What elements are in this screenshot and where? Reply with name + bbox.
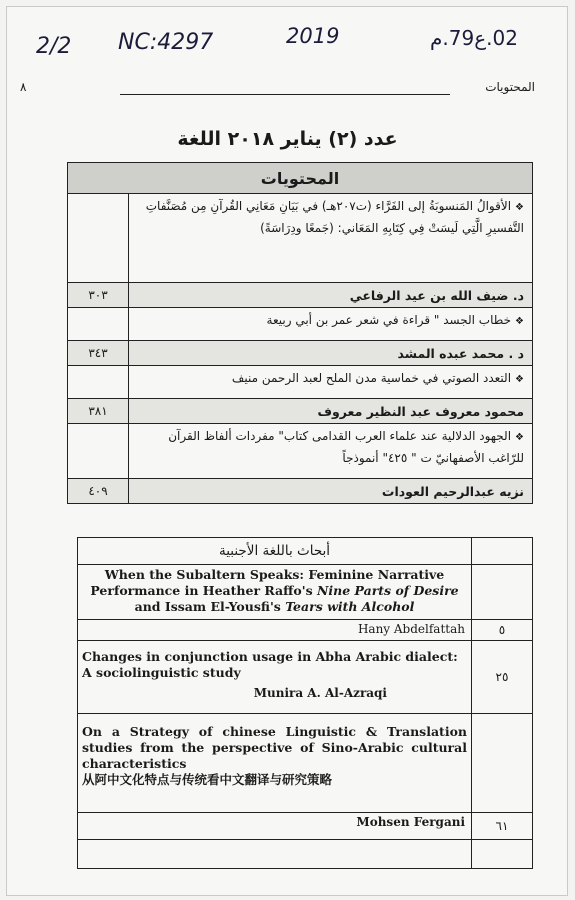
article-author: محمود معروف عبد النظير معروف [129, 399, 533, 424]
bullet-icon: ❖ [515, 432, 524, 443]
foreign-header: أبحاث باللغة الأجنبية [78, 538, 472, 565]
contents-header: المحتويات [68, 163, 533, 194]
article-page: ٦١ [472, 813, 533, 840]
article-page: ٤٠٩ [68, 479, 129, 504]
article-page: ٣٠٣ [68, 283, 129, 308]
handwritten-nc-number: NC:4297 [118, 30, 214, 55]
bullet-icon: ❖ [515, 374, 524, 385]
article-author: Hany Abdelfattah [78, 620, 472, 641]
table-row [68, 194, 533, 283]
article-title: ❖خطاب الجسد " قراءة في شعر عمر بن أبي ربيعة [129, 308, 533, 341]
table-row [68, 283, 533, 308]
table-row [78, 840, 533, 869]
table-row [78, 813, 533, 840]
article-author: نزيه عبدالرحيم العودات [129, 479, 533, 504]
bullet-icon: ❖ [515, 316, 524, 327]
article-title: When the Subaltern Speaks: Feminine Narrative Performance in Heather Raffo's Nine Parts of Desire and Issam El-Yousfi's Tears with Alcohol [78, 565, 472, 620]
issue-title: عدد (٢) يناير ٢٠١٨ اللغة [177, 128, 398, 150]
article-author: د. ضيف الله بن عيد الرفاعي [129, 283, 533, 308]
table-row [78, 641, 533, 714]
running-header [20, 80, 535, 104]
table-row [68, 424, 533, 479]
running-title: المحتويات [485, 80, 535, 94]
article-title: ❖التعدد الصوتي في خماسية مدن الملح لعبد الرحمن منيف [129, 366, 533, 399]
table-row [68, 341, 533, 366]
table-row [78, 714, 533, 813]
article-title: On a Strategy of chinese Linguistic & Translation studies from the perspective of Sino-Arabic cultural characteristics 从阿中文化特点与传统看中文翻译与研究策略 [78, 714, 472, 813]
table-row [68, 366, 533, 399]
bullet-icon: ❖ [515, 202, 524, 213]
handwritten-year: 2019 [286, 24, 340, 48]
article-title: Changes in conjunction usage in Abha Arabic dialect: A sociolinguistic study Munira A. Al-Azraqi [78, 641, 472, 714]
article-author: Mohsen Fergani [78, 813, 472, 840]
table-row [68, 479, 533, 504]
arabic-contents-table [67, 162, 533, 504]
article-page: ٣٨١ [68, 399, 129, 424]
table-row [78, 620, 533, 641]
article-title: ❖الجهود الدلالية عند علماء العرب القدامى كتاب" مفردات ألفاظ القرآن للرّاغب الأصفهانيّ ت " ٤٢٥" أنموذجاً [129, 424, 533, 479]
table-row [68, 399, 533, 424]
article-title: ❖الأقوالُ المَنسوبَةُ إلى الفَرَّاء (ت٢٠٧هـ) في بَيَانِ مَعَانِي القُرآنِ مِن مُصَنَّفاتِ التَّفسيرِ الَّتِي لَيسَتْ فِي كِتَابِهِ المَعَاني: (جَمعًا ودِرَاسَةً) [129, 194, 533, 283]
foreign-contents-table [77, 537, 533, 869]
article-page: ٥ [472, 620, 533, 641]
article-page: ٣٤٣ [68, 341, 129, 366]
table-row [68, 308, 533, 341]
article-author: Munira A. Al-Azraqi [253, 686, 387, 700]
handwritten-code: 02.ع79.م [430, 26, 518, 50]
table-row [78, 565, 533, 620]
handwritten-part-number: 2/2 [36, 34, 72, 59]
header-rule [120, 94, 450, 95]
article-author: د . محمد عبده المشد [129, 341, 533, 366]
article-page: ٢٥ [472, 641, 533, 714]
page-number: ٨ [20, 80, 27, 94]
